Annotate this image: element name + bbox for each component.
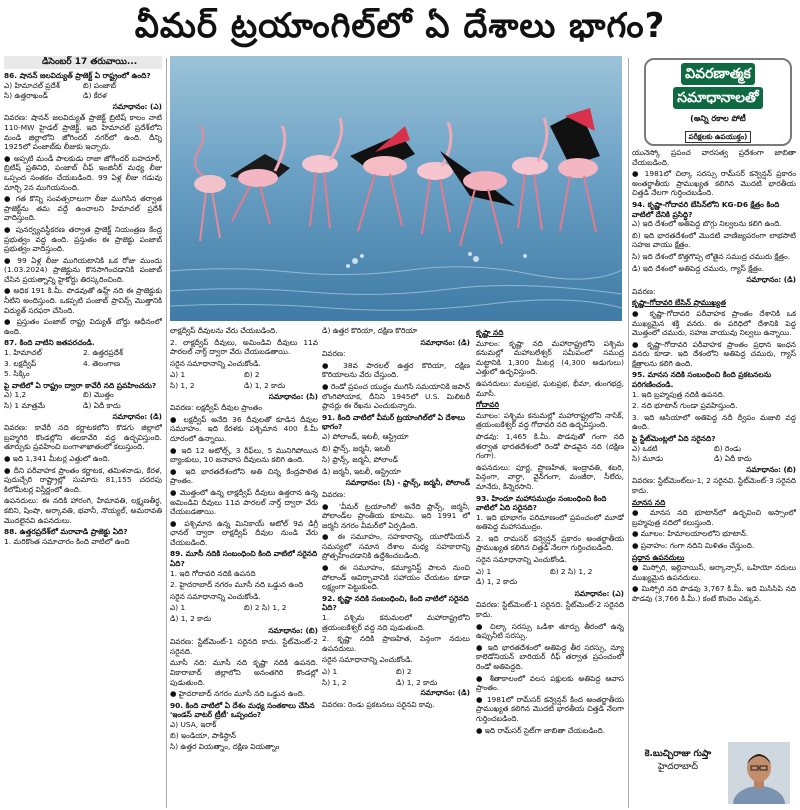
subheading: కృష్ణా నది <box>476 328 504 337</box>
question-text: 89. మూసీ నదికి సంబంధించి కింది వాటిలో సరైనది ఏది? <box>170 549 318 569</box>
paragraph: పొడవు: 1,465 కి.మీ. పొడవుతో గంగా నది తర్వాత భారతదేశంలో రెండో పొడవైన నది (దక్షిణ గంగా). <box>476 431 624 461</box>
option-text: ఎ) హిమాచల్ ప్రదేశ్ <box>4 80 60 90</box>
paragraph: ● చిల్కా సరస్సు ఒడిశా తూర్పు తీరంలో ఉన్న ఉప్పునీటి సరస్సు. <box>476 621 624 641</box>
paragraph: వివరణ: <box>322 349 346 359</box>
question-text: 86. షానన్ జలవిద్యుత్ ప్రాజెక్ట్ ఏ రాష్ట్రంలో ఉంది? <box>4 71 151 80</box>
option-text: ఎ) 1 <box>170 370 186 380</box>
paragraph: ఉపనదులు: ఈ నదికి హారంగి, హేమావతి, లక్ష్మణతీర్థ, కబిని, షింషా, అర్కావతి, భవానీ, నొయ్యల్, అమరావతి మొదలైనవి ఉపనదులు. <box>4 496 162 525</box>
column-4 <box>476 326 624 808</box>
paragraph: బి) ఇండియా, పాకిస్థాన్ <box>170 730 236 740</box>
option-row <box>4 81 162 91</box>
option-text: డి) ఏదీ కాదు <box>83 401 121 410</box>
paragraph: ● 99 ఏళ్ల లీజు ముగియటానికి ఒక రోజు ముందు (1.03.2024) ప్రాజెక్టును కొనసాగించడానికి పంజాబ్ చేసిన ప్రయత్నాన్ని హైకోర్టు తిరస్కరించింది. <box>4 255 162 284</box>
option-row <box>4 359 162 369</box>
paragraph: సి) ఉత్తర వియత్నాం, దక్షిణ వియత్నాం <box>170 742 280 752</box>
paragraph: ● ఇది రామ్‌సర్ సైట్‌గా జాబితా చేయబడింది. <box>476 725 606 735</box>
paragraph: ● ఈ సమూహం, కమ్యూనిస్ట్ పాలన నుంచి పోలాండ్ ఆవిర్భావానికి సహాయం చేయటం కూడా లక్ష్యంగా పెట్టుకుంది. <box>322 563 470 592</box>
paragraph: వివరణ: స్టేట్‌మెంట్‌లు-1, 2 సరైనవి. స్టేట్‌మెంట్-3 సరైనది కాదు. <box>632 476 796 495</box>
option-row <box>476 567 624 577</box>
headline: వీమర్ ట్రయాంగిల్‌లో ఏ దేశాలు భాగం? <box>134 6 666 46</box>
paragraph: ● మానస నది భూటాన్‌లో ఉద్భవించి అస్సాంలో బ్రహ్మపుత్ర నదిలో కలుస్తుంది. <box>632 508 796 527</box>
paragraph: 3. ఇది ఆసియాలో అతిపెద్ద నదీ ద్వీపం మజులి వద్ద ఉంది. <box>632 412 796 432</box>
option-text: ఎ) 1,2 <box>4 390 27 400</box>
subheading: ప్రధాన ఉపనదులు <box>632 552 685 562</box>
column-3 <box>322 326 470 808</box>
answer-text: సమాధానం: (ఎ) <box>112 101 162 111</box>
option-text: బి) 2 <box>396 667 412 676</box>
paragraph: ● దీని పరీవాహక ప్రాంతం కర్ణాటక, తమిళనాడు, కేరళ, పుదుచ్చేరి రాష్ట్రాల్లో సుమారు 81,155 చదరపు కిలోమీటర్ల విస్తీర్ణంలో ఉంది. <box>4 465 162 494</box>
paragraph: సరైన సమాధానాన్ని ఎంచుకోండి. <box>170 358 261 368</box>
paragraph: వివరణ: షానన్ జలవిద్యుత్ ప్రాజెక్ట్ బ్రిటిష్ కాలం నాటి 110-MW హైడల్ ప్రాజెక్ట్. ఇది హిమాచల్ ప్రదేశ్‌లోని మండి జిల్లాలోని జోగిందర్ నగర్‌లో ఉంది. దీన్ని 1925లో పంజాబ్‌కు లీజుకు ఇచ్చారు. <box>4 113 162 152</box>
answer-text: సమాధానం: (బి) <box>268 625 318 635</box>
paragraph: ● ప్రస్తుతం పంజాబ్ రాష్ట్ర విద్యుత్ బోర్డు ఆధీనంలో ఉంది. <box>4 317 162 336</box>
answer-text: సమాధానం: (డి) <box>112 411 162 421</box>
column-3-body <box>322 326 470 709</box>
answer-text: సమాధానం: (సి) <box>268 391 318 401</box>
paragraph: సరైన సమాధానాన్ని ఎంచుకోండి. <box>476 555 567 565</box>
option-text: బి) 2 <box>244 370 260 380</box>
question-text: 94. కృష్ణా-గోదావరి బేసిన్‌లోని KG-D6 క్షేత్రం కింది వాటిలో దేనికి ప్రసిద్ధి? <box>632 199 780 219</box>
question-text: 92. కృష్ణా నదికి సంబంధించి, కింది వాటిలో సరైనది ఏది? <box>322 593 469 613</box>
paragraph: 1. ఇది బ్రహ్మపుత్ర నదికి ఉపనది. <box>632 389 726 399</box>
column-1 <box>4 56 162 808</box>
option-text <box>244 720 318 730</box>
subheading: గోదావరి <box>476 400 499 410</box>
column-5 <box>632 148 796 743</box>
paragraph: 2. లాక్షద్వీప్ దీవులు, అమిండివి దీవులు 11వ పారలల్ నార్త్ ద్వారా వేరు చేయబడతాయి. <box>170 337 318 357</box>
paragraph: 2. కృష్ణా నదికి ప్రాణహిత, పెన్గంగా నదులు ఉపనదులు. <box>322 634 470 653</box>
paragraph: 5. సిక్కిం <box>4 369 30 379</box>
paragraph: ● కృష్ణా-గోదావరి పరీవాహక ప్రాంతం దేశానికి ఒక ముఖ్యమైన శక్తి వనరు. ఈ పరిధిలో దేశానికి పెద్ద మొత్తంలో చమురు, సహజ వాయువు నిల్వలు ఉన్నాయి. <box>632 308 796 338</box>
option-row <box>322 667 470 677</box>
paragraph: లాక్షద్వీప్ దీవులను వేరు చేయబడింది. <box>170 326 278 335</box>
paragraph: ● పశ్చిమాన ఉన్న మినికాయ్ అటోల్ 9వ డిగ్రీ ఛానల్ ద్వారా లాక్షద్వీప్ దీవుల నుండి వేరు చేయబడింది. <box>170 518 318 547</box>
paragraph: ● మిస్సోరి నది పొడవు 3,767 కి.మీ. ఇది మిసిసిపి నది పొడవు (3,766 కి.మీ.) కంటే కొంచెం ఎక్కువ. <box>632 584 796 603</box>
option-text: ఎ) 1 <box>476 566 492 576</box>
option-text: సి) 1, 2 <box>170 380 195 390</box>
paragraph: ఎ) ఇది దేశంలో అతిపెద్ద బొగ్గు నిల్వలను కలిగి ఉంది. <box>632 219 782 229</box>
paragraph: ● ఈ సమూహం, సహకారాన్ని, యూరోపియన్ సమస్యలో సమాన దేశాల మధ్య సహకారాన్ని ప్రోత్సహించడానికి ఉద్దేశించబడింది. <box>322 532 470 561</box>
paragraph: వివరణ: <box>632 286 656 296</box>
paragraph: ● ఇది 12 అటోల్స్, 3 రీఫ్‌లు, 5 మునిగిపోయిన బ్యాంకులు, 10 జనావాస దీవులను కలిగి ఉంది. <box>170 445 318 465</box>
badge-line-4: పరీక్షలకు ఉపయుక్తం) <box>685 131 752 143</box>
badge-line-3: (అన్ని రకాల పోటీ <box>690 114 746 123</box>
option-row <box>170 381 318 391</box>
option-text: ఎ) 1 <box>322 667 338 676</box>
paragraph: ● కృష్ణా-గోదావరి పరీవాహక ప్రాంతం ప్రధాన ఇంధన వనరు కూడా. ఇది దేశంలోని అతిపెద్ద చమురు, గ్యాస్ క్షేత్రాలను కలిగి ఉంది. <box>632 339 796 368</box>
option-row <box>322 678 470 688</box>
paragraph: ● 38వ పారలల్ ఉత్తర కొరియా, దక్షిణ కొరియాలను వేరు చేస్తుంది. <box>322 360 470 380</box>
answer-text: సమాధానం: (బి) <box>746 464 796 474</box>
question-text: పై స్టేట్‌మెంట్లలో ఏది సరైనది? <box>632 434 716 444</box>
column-divider <box>166 58 167 808</box>
continuation-stripe: డిసెంబర్ 17 తరువాయి... <box>4 56 162 69</box>
paragraph: 1. మరికొంత సమాచారం కింది వాటిలో ఉంది <box>4 536 130 546</box>
option-text: బి) మొత్తం <box>83 390 114 400</box>
paragraph: ● రెండో ప్రపంచ యుద్ధం ముగిసే సమయానికి జపాన్ లొంగిపోయాక, దీనిని 1945లో U.S. మిలిటరీ ప్లానర్లు ఈ రేఖను ఎంచుకున్నారు. <box>322 381 470 411</box>
paragraph: బి) ఫ్రాన్స్, జర్మనీ, ఇటలీ <box>322 443 391 453</box>
paragraph: డి) 1, 2 కాదు <box>170 614 212 624</box>
paragraph: ● 1981లో రామ్‌సర్ కన్వెన్షన్ కింద అంతర్జాతీయ ప్రాముఖ్యత కలిగిన మొదటి భారతీయ చిత్తడి నేలగా గుర్తించబడింది. <box>476 694 624 723</box>
paragraph: వివరణ: రెండు ప్రకటనలు సరైనవి కావు. <box>322 699 435 709</box>
column-2-body <box>170 326 318 752</box>
option-row <box>4 91 162 101</box>
question-text: 95. మానస నదికి సంబంధించి కింది ప్రకటనలను పరిగణించండి. <box>632 370 772 390</box>
paragraph: ● మిస్సోరి, ఇల్లినాయిస్, అర్కాన్సాస్, ఒహియో నదులు ముఖ్యమైన ఉపనదులు. <box>632 563 796 582</box>
paragraph: 2. నది భూటాన్ గుండా ప్రవహిస్తుంది. <box>632 401 738 411</box>
option-row <box>170 603 318 613</box>
paragraph: సరైన సమాధానాన్ని ఎంచుకోండి. <box>322 655 413 665</box>
paragraph: డి) జర్మనీ, ఇటలీ, ఆస్ట్రియా <box>322 466 401 476</box>
option-text: 1. హిమాచల్ <box>4 348 42 358</box>
paragraph: ● 1981లో చిల్కా సరస్సు రామ్‌సర్ కన్వెన్షన్ ప్రకారం అంతర్జాతీయ ప్రాముఖ్యత కలిగిన మొదటి భారతీయ చిత్తడి నేలగా గుర్తించబడింది. <box>632 169 796 198</box>
paragraph: ● హైదరాబాద్ నగరం మూసీ నది ఒడ్డున ఉంది. <box>170 689 306 699</box>
paragraph: ● ప్రవాహం: గంగా నదిని మిళితం చేస్తుంది. <box>632 540 755 550</box>
paragraph: సి) ఇది దేశంలో కొత్తగొప్ప లోతైన సముద్ర చమురు క్షేత్రం. <box>632 251 791 261</box>
author-portrait <box>728 742 790 804</box>
badge-line-1: వివరణాత్మక <box>681 63 755 85</box>
option-text: ఎ) USA, ఇరాక్ <box>170 719 217 729</box>
option-row <box>4 401 162 411</box>
option-text: డి) 1, 2 కాదు <box>244 380 286 390</box>
subheading: కృష్ణా-గోదావరి బేసిన్ ప్రాముఖ్యత <box>632 298 726 308</box>
option-text: ఎ) 1 <box>170 603 186 613</box>
paragraph: 1. ఇది భూభాగం పరిమాణంలో ప్రపంచంలో మూడో అతిపెద్ద మహాసముద్రం. <box>476 512 624 532</box>
explained-answers-badge <box>644 58 792 146</box>
paragraph: మూసీ నది: మూసీ నది కృష్ణా నదికి ఉపనది. వికారాబాద్ జిల్లాలోని అనంతగిరి కొండల్లో పుడుతుంది. <box>170 658 318 687</box>
paragraph: డి) ఇది దేశంలో అతిపెద్ద చమురు, గ్యాస్ క్షేత్రం. <box>632 263 764 273</box>
paragraph: ● అధిక 191 కి.మీ. పొడవుతో ఉహ్ల్ నది ఈ ప్రాజెక్టుకు నీటిని అందిస్తుంది. ఒకప్పటి పంజాబ్ ప్రావిన్స్ మొత్తానికి విద్యుత్ సరఫరా చేసింది. <box>4 286 162 315</box>
column-divider <box>628 58 629 808</box>
option-text: ఎ) ఒకటి <box>632 443 658 453</box>
paragraph: ● పునర్వ్యవస్థీకరణ తర్వాత ప్రాజెక్ట్ నియంత్రణ కేంద్ర ప్రభుత్వం వద్ద ఉంది. ప్రస్తుతం ఈ ప్రాజెక్టు పంజాబ్ ప్రభుత్వం వాదిస్తుంది. <box>4 224 162 254</box>
option-text: బి) పంజాబ్ <box>83 80 117 90</box>
paragraph: 1. పశ్చిమ కనుమలలో మహారాష్ట్రలోని త్రయంబకేశ్వర్ వద్ద నది పుడుతుంది. <box>322 613 470 632</box>
option-text: 2. ఉత్తరప్రదేశ్ <box>83 348 123 358</box>
answer-text: సమాధానం: (ఎ) <box>574 588 624 598</box>
option-row <box>170 720 318 730</box>
question-text: 91. కింది వాటిలో వీమర్ ట్రయాంగిల్‌లో ఏ దేశాలు భాగం? <box>322 412 466 432</box>
option-text: సి) 1, 2 <box>322 677 347 687</box>
question-text: 88. ఉత్తరప్రదేశ్‌లో మరావాడి ప్రాజెక్టు ఏది? <box>4 527 128 537</box>
badge-title <box>646 63 790 111</box>
option-row <box>4 348 162 358</box>
option-row <box>170 370 318 380</box>
paragraph: వివరణ: లక్షద్వీప్ దీవుల ప్రాంతం <box>170 403 263 413</box>
paragraph: ఎ) పోలాండ్, ఇటలీ, ఆస్ట్రియా <box>322 431 409 441</box>
paragraph: ● గత కొన్ని సంవత్సరాలుగా లీజు ముగిసిన తర్వాత ప్రాజెక్ట్‌ను తమ వద్దే ఉంచాలని హిమాచల్ ప్రదేశ్ వాదిస్తుంది. <box>4 194 162 223</box>
paragraph: మూలం: కృష్ణా నది మహారాష్ట్రలోని పశ్చిమ కనుమల్లో మహాబలేశ్వర్ సమీపంలో సముద్ర మట్టానికి 1,300 మీటర్ల (4,300 అడుగులు) ఎత్తులో ఉద్భవిస్తుంది. <box>476 338 624 377</box>
column-2 <box>170 326 318 808</box>
paragraph: వివరణ: <box>322 489 346 499</box>
paragraph: ● 'వీమర్ ట్రయాంగిల్' అనేది ఫ్రాన్స్, జర్మనీ, పోలాండ్‌ల ప్రాంతీయ కూటమి. ఇది 1991 లో జర్మనీ నగరం వీమర్‌లో ఏర్పడింది. <box>322 501 470 530</box>
paragraph: సరైన సమాధానాన్ని ఎంచుకోండి. <box>170 591 261 601</box>
paragraph: 1. ఇది గోదావరి నదికి ఉపనది <box>170 568 256 578</box>
author-place: హైదరాబాద్ <box>657 762 699 772</box>
paragraph: ఉపనదులు: పూర్ణ, ప్రాణహిత, ఇంద్రావతి, శబరి, పెన్గంగా, వార్ధా, వైన్‌గంగా, మంజీరా, సీలేరు, మానేరు, కిన్నెరసాని. <box>476 462 624 491</box>
author-credit <box>632 748 724 774</box>
column-4-body <box>476 328 624 735</box>
option-row <box>632 444 796 454</box>
paragraph: 2. ఇది రామసర్ కన్వెన్షన్ ప్రకారం అంతర్జాతీయ ప్రాముఖ్యత కలిగిన చిత్తడి నేలగా గుర్తించబడింది. <box>476 533 624 553</box>
paragraph: ● ఇది భారతదేశంలో అతిపెద్ద తీర సరస్సు, న్యూ కాలెడోనియన్ బారియర్ రీఫ్ తర్వాత ప్రపంచంలో రెండో అతిపెద్దది. <box>476 642 624 671</box>
option-row <box>4 390 162 400</box>
paragraph: వివరణ: స్టేట్‌మెంట్-1 సరైనది. స్టేట్‌మెంట్-2 సరైనది కాదు. <box>476 600 624 620</box>
paragraph: ఉపనదులు: మలప్రభ, ఘటప్రభ, భీమా, తుంగభద్ర, మూసీ. <box>476 378 624 398</box>
author-photo <box>728 742 790 804</box>
column-5-body <box>632 148 796 604</box>
paragraph: 2. హైదరాబాద్ నగరం మూసీ నది ఒడ్డున ఉంది <box>170 580 304 590</box>
water <box>170 56 622 321</box>
option-text: సి) 1 మాత్రమే <box>4 401 46 410</box>
paragraph: ● శీతాకాలంలో వలస పక్షులకు అతిపెద్ద ఆవాస ప్రాంతం. <box>476 673 624 693</box>
paragraph: యునెస్కో ప్రపంచ వారసత్వ ప్రదేశంగా జాబితా చేయబడింది. <box>632 148 796 167</box>
option-text: బి) రెండు <box>714 443 742 453</box>
answer-text: సమాధానం: (డి) <box>746 275 796 285</box>
option-text: డి) ఏదీ కాదు <box>714 454 752 464</box>
subheading: మానస నది <box>632 497 666 507</box>
paragraph: ● అప్పటి మండీ పాలకుడు రాజా జోగీందర్ బహదూర్, బ్రిటిష్ ప్రతినిధి, పంజాబ్ చీఫ్ ఇంజినీర్ మధ్య లీజు ఒప్పంద సంతకం చేయబడింది. 99 ఏళ్ల లీజు గడువు మార్చి 2న ముగియనుంది. <box>4 153 162 192</box>
paragraph: డి) ఉత్తర కొరియా, దక్షిణ కొరియా <box>322 326 418 335</box>
paragraph: బి) ఇది భారతదేశంలో మొదటి వాణిజ్యపరంగా లాభసాటి సహజ వాయు క్షేత్రం. <box>632 230 796 250</box>
answer-text: సమాధానం: (సి) - ఫ్రాన్స్, జర్మనీ, పోలాండ్ <box>345 478 470 488</box>
option-text: 4. తెలంగాణ <box>83 358 121 368</box>
paragraph: వివరణ: స్టేట్‌మెంట్-1 సరైనది కాదు. స్టేట్‌మెంట్-2 సరైనది. <box>170 637 318 656</box>
flamingo-photo <box>170 56 622 321</box>
answer-text: సమాధానం: (డి) <box>420 337 470 347</box>
question-text: 87. కింది వాటిని జతపరచండి. <box>4 338 95 348</box>
author-name: కె.బుచ్చిరాజు గుప్తా <box>644 749 712 759</box>
answer-text: సమాధానం: (డి) <box>420 688 470 698</box>
paragraph: డి) 1, 2 కాదు <box>476 577 518 587</box>
option-text: బి) 2 సి) 1, 2 <box>244 603 287 613</box>
paragraph: ● మొత్తంలో ఉన్న లాక్షద్వీప్ దీవులు ఉత్తరాన ఉన్న అమిండివి దీవులు 11వ పారలల్ నార్త్ ద్వారా వేరు చేయబడతాయి. <box>170 487 318 517</box>
question-text: 93. హిందూ మహాసముద్రం సంబంధించి కింది వాటిలో ఏది సరైనది? <box>476 493 607 513</box>
option-row <box>632 454 796 464</box>
flamingo-photo-art <box>170 56 622 321</box>
option-text: సి) ఉత్తరాఖండ్ <box>4 91 48 101</box>
option-text: డి) 1, 2 కాదు <box>396 677 438 687</box>
option-text: సి) మూడు <box>632 454 664 464</box>
paragraph: ● లక్షద్వీప్ అనేది 36 దీవులతో కూడిన దీవుల సమూహం. ఇది కేరళకు పశ్చిమాన 400 కి.మీ దూరంలో ఉన్నాయి. <box>170 414 318 443</box>
paragraph: ● మూలం: హిమాలయాలలోని భూటాన్. <box>632 529 749 539</box>
paragraph: మూలం: పశ్చిమ కనుమల్లో మహారాష్ట్రలోని నాసిక్, త్రయంబకేశ్వర్ వద్ద గోదావరి నది ఉద్భవిస్తుంది. <box>476 410 624 430</box>
option-text: డి) కేరళ <box>83 91 107 101</box>
column-1-body <box>4 71 162 546</box>
option-text: బి) 2 సి) 1, 2 <box>550 566 593 576</box>
question-text: పై వాటిలో ఏ రాష్ట్రం ద్వారా కావేరీ నది ప్రవహించదు? <box>4 380 157 390</box>
paragraph: ● ఇది 1,341 మీటర్ల ఎత్తులో ఉంది. <box>4 453 110 463</box>
question-text: 90. కింది వాటిలో ఏ దేశం మధ్య సంతకాలు చేసిన 'ఇండస్ వాటర్ ట్రీటీ' ఒప్పందం? <box>170 700 315 720</box>
badge-line-2: సమాధానాలతో <box>673 87 762 109</box>
paragraph: ● ఇది భారతదేశంలోని అతి చిన్న కేంద్రపాలిత ప్రాంతం. <box>170 466 318 486</box>
paragraph: సి) ఫ్రాన్స్, జర్మనీ, పోలాండ్ <box>322 455 399 465</box>
option-text: 3. లక్షద్వీప్ <box>4 358 37 368</box>
paragraph: వివరణ: కావేరీ నది కర్ణాటకలోని కొడగు జిల్లాలో బ్రహ్మగిరి కొండల్లోని తలకావేరి వద్ద ఉద్భవిస్తుంది. తూర్పుకు ప్రవహించి బంగాళాఖాతంలో కలుస్తుంది. <box>4 423 162 452</box>
